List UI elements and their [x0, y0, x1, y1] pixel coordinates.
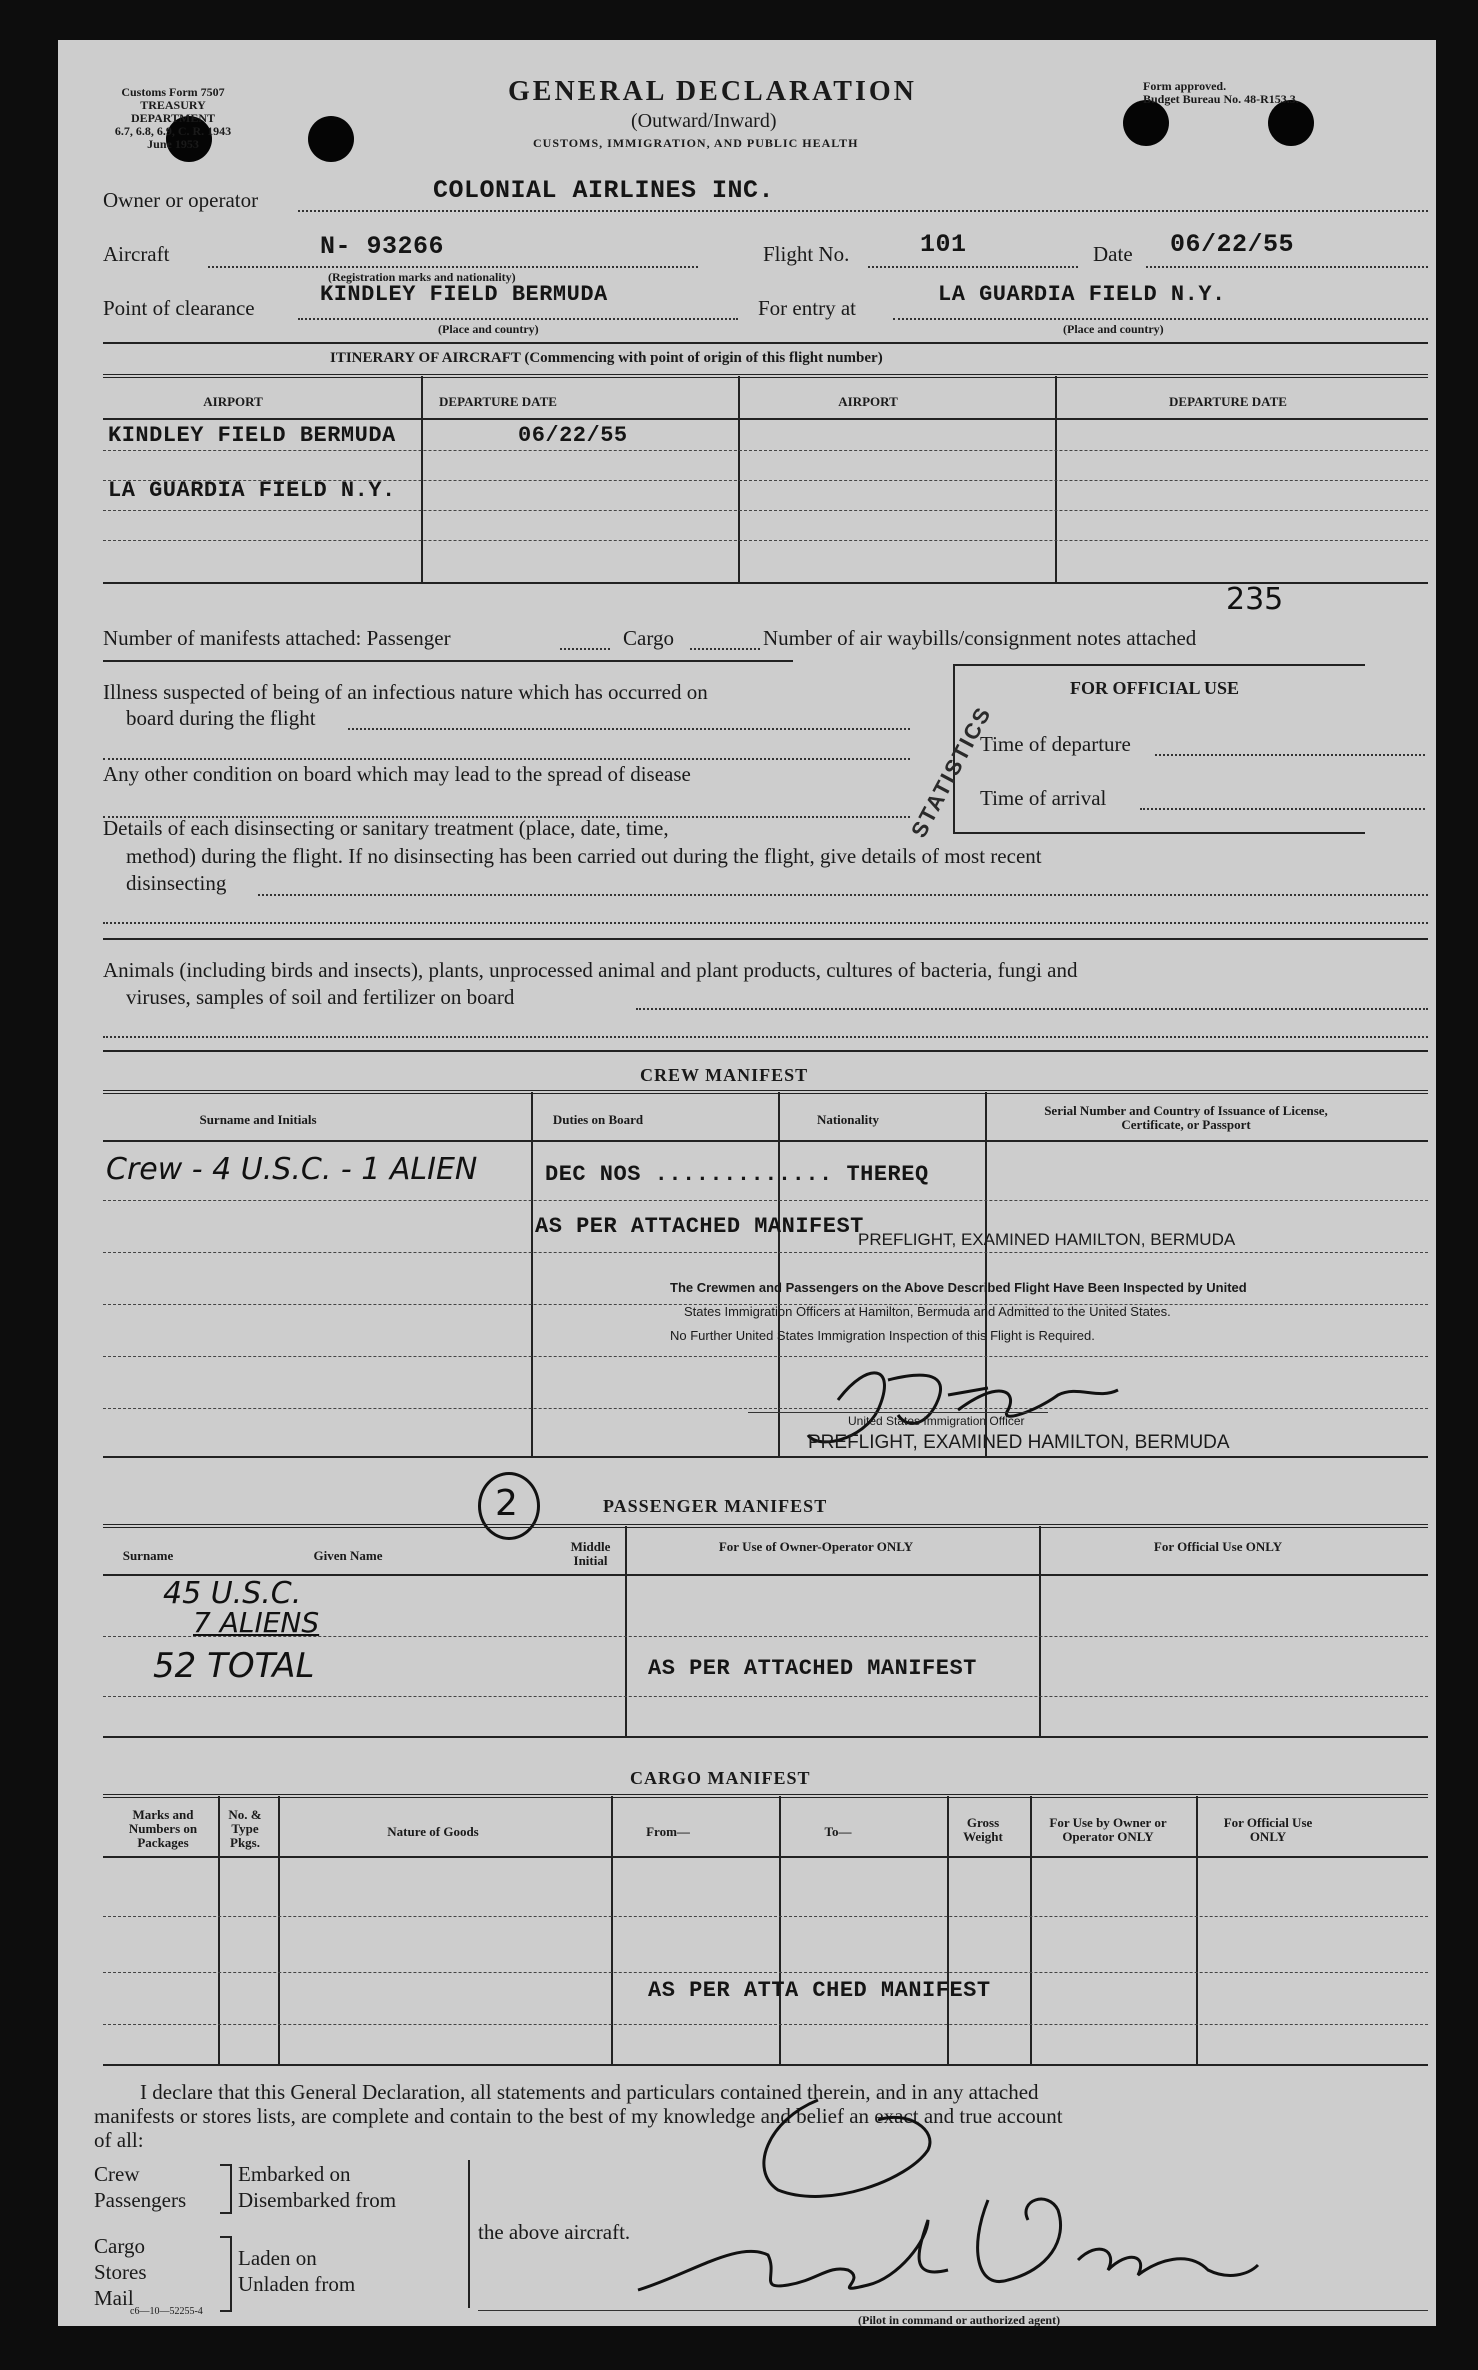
- group2-action: Unladen from: [238, 2272, 356, 2296]
- itinerary-header: DEPARTURE DATE: [439, 394, 557, 409]
- agencies-line: CUSTOMS, IMMIGRATION, AND PUBLIC HEALTH: [533, 136, 859, 150]
- passenger-handwritten-line: 52 TOTAL: [153, 1646, 315, 1686]
- cargo-header: No. & Type Pkgs.: [228, 1807, 262, 1850]
- passenger-handwritten-line: 45 U.S.C.: [163, 1576, 302, 1611]
- departure-time-label: Time of departure: [980, 732, 1131, 756]
- group2-item: Mail: [94, 2286, 134, 2310]
- declaration-text: I declare that this General Declaration, all statements and particulars contained therein, and in any attached: [140, 2080, 1039, 2104]
- date-label: Date: [1093, 242, 1133, 266]
- officer-caption: United States Immigration Officer: [848, 1414, 1025, 1428]
- punch-hole: [1123, 100, 1169, 146]
- itinerary-header: AIRPORT: [838, 394, 898, 409]
- cargo-header: Nature of Goods: [387, 1824, 479, 1839]
- group1-action: Embarked on: [238, 2162, 351, 2186]
- declaration-text: of all:: [94, 2128, 144, 2152]
- disinsect-question-cont: disinsecting: [126, 871, 227, 895]
- passenger-header: For Official Use ONLY: [1153, 1539, 1283, 1554]
- entry-label: For entry at: [758, 296, 856, 320]
- immigration-stamp-text: No Further United States Immigration Inspection of this Flight is Required.: [670, 1328, 1095, 1343]
- aircraft-label: Aircraft: [103, 242, 170, 266]
- approval-line: Budget Bureau No. 48-R153.3.: [1143, 92, 1299, 106]
- form-id-block: [98, 86, 248, 151]
- statistics-stamp: STATISTICS: [906, 701, 997, 842]
- official-use-box: [953, 664, 1365, 834]
- form-id-line: June 1953: [147, 137, 199, 151]
- disinsect-question-cont: method) during the flight. If no disinsecting has been carried out during the flight, give details of most recent: [126, 844, 1042, 868]
- circled-number: [478, 1472, 540, 1540]
- cargo-header: Gross Weight: [963, 1815, 1003, 1844]
- immigration-stamp-text: States Immigration Officers at Hamilton, Bermuda and Admitted to the United States.: [684, 1304, 1171, 1319]
- declaration-form: [58, 40, 1436, 2326]
- itinerary-airport: LA GUARDIA FIELD N.Y.: [108, 478, 396, 503]
- cargo-typed: AS PER ATTA CHED MANIFEST: [648, 1978, 991, 2003]
- itinerary-title: ITINERARY OF AIRCRAFT (Commencing with point of origin of this flight number): [330, 350, 883, 366]
- preflight-stamp-top: PREFLIGHT, EXAMINED HAMILTON, BERMUDA: [858, 1230, 1236, 1249]
- pilot-caption: (Pilot in command or authorized agent): [858, 2313, 1061, 2327]
- animals-question-cont: viruses, samples of soil and fertilizer on board: [126, 985, 515, 1009]
- crew-typed-line: DEC NOS ............. THEREQ: [545, 1162, 929, 1187]
- circled-number-value: 2: [495, 1483, 518, 1524]
- crew-header: Serial Number and Country of Issuance of License, Certificate, or Passport: [1044, 1103, 1328, 1132]
- passenger-typed: AS PER ATTACHED MANIFEST: [648, 1656, 977, 1681]
- arrival-time-label: Time of arrival: [980, 786, 1107, 810]
- date-value: 06/22/55: [1170, 230, 1295, 259]
- group2-item: Stores: [94, 2260, 147, 2284]
- group2-item: Cargo: [94, 2234, 145, 2258]
- pilot-signature: [628, 2080, 1268, 2310]
- flight-value: 101: [920, 230, 967, 259]
- flight-label: Flight No.: [763, 242, 850, 266]
- form-id-line: Customs Form 7507: [121, 85, 225, 99]
- immigration-stamp-text: The Crewmen and Passengers on the Above Described Flight Have Been Inspected by United: [670, 1280, 1247, 1295]
- waybills-label: Number of air waybills/consignment notes attached: [763, 626, 1197, 650]
- passenger-header: Middle Initial: [570, 1539, 611, 1568]
- approval-block: [1143, 80, 1299, 106]
- crew-typed-line: AS PER ATTACHED MANIFEST: [535, 1214, 864, 1239]
- itinerary-date: 06/22/55: [518, 423, 628, 448]
- clearance-label: Point of clearance: [103, 296, 255, 320]
- declaration-text: manifests or stores lists, are complete and contain to the best of my knowledge and belief an exact and true account: [94, 2104, 1063, 2128]
- form-id-line: 6.7, 6.8, 6.9, C. R. 1943: [114, 124, 232, 138]
- approval-line: Form approved.: [1143, 79, 1227, 93]
- punch-hole: [308, 116, 354, 162]
- entry-value: LA GUARDIA FIELD N.Y.: [938, 282, 1226, 307]
- preflight-stamp-bottom: PREFLIGHT, EXAMINED HAMILTON, BERMUDA: [808, 1432, 1230, 1453]
- cargo-count-label: Cargo: [623, 626, 674, 650]
- punch-hole: [1268, 100, 1314, 146]
- aircraft-value: N- 93266: [320, 232, 445, 261]
- crew-manifest-title: CREW MANIFEST: [640, 1065, 809, 1085]
- passenger-header: Surname: [122, 1548, 174, 1563]
- form-title: GENERAL DECLARATION: [508, 76, 917, 107]
- group1-item: Crew: [94, 2162, 140, 2186]
- place-caption: (Place and country): [438, 322, 539, 336]
- cargo-manifest-title: CARGO MANIFEST: [630, 1768, 811, 1788]
- owner-value: COLONIAL AIRLINES INC.: [433, 176, 775, 205]
- above-aircraft-label: the above aircraft.: [478, 2220, 631, 2244]
- illness-question-cont: board during the flight: [126, 706, 316, 730]
- footer-code: c6—10—52255-4: [130, 2306, 203, 2317]
- crew-header: Surname and Initials: [199, 1112, 317, 1127]
- form-id-line: TREASURY DEPARTMENT: [130, 98, 216, 125]
- crew-handwritten: Crew - 4 U.S.C. - 1 ALIEN: [106, 1152, 478, 1187]
- group1-action: Disembarked from: [238, 2188, 397, 2212]
- cargo-header: For Official Use ONLY: [1223, 1815, 1313, 1844]
- owner-label: Owner or operator: [103, 188, 259, 212]
- form-subtitle: (Outward/Inward): [631, 110, 777, 132]
- animals-question: Animals (including birds and insects), plants, unprocessed animal and plant products, cultures of bacteria, fungi and: [103, 958, 1078, 982]
- manifests-label: Number of manifests attached: Passenger: [103, 626, 451, 650]
- condition-question: Any other condition on board which may lead to the spread of disease: [103, 762, 691, 786]
- cargo-header: For Use by Owner or Operator ONLY: [1049, 1815, 1167, 1844]
- illness-question: Illness suspected of being of an infectious nature which has occurred on: [103, 680, 708, 704]
- passenger-header: For Use of Owner-Operator ONLY: [718, 1539, 914, 1554]
- crew-header: Duties on Board: [552, 1112, 644, 1127]
- passenger-handwritten-line: 7 ALIENS: [193, 1606, 320, 1639]
- disinsect-question: Details of each disinsecting or sanitary treatment (place, date, time,: [103, 816, 669, 840]
- itinerary-header: DEPARTURE DATE: [1169, 394, 1287, 409]
- group2-action: Laden on: [238, 2246, 317, 2270]
- registration-caption: (Registration marks and nationality): [328, 270, 516, 284]
- cargo-header: Marks and Numbers on Packages: [128, 1807, 198, 1850]
- cargo-header: To—: [824, 1824, 852, 1839]
- waybill-count-handwritten: 235: [1226, 582, 1284, 617]
- clearance-value: KINDLEY FIELD BERMUDA: [320, 282, 608, 307]
- official-use-title: FOR OFFICIAL USE: [1070, 678, 1240, 698]
- passenger-manifest-title: PASSENGER MANIFEST: [603, 1496, 828, 1516]
- crew-header: Nationality: [816, 1112, 880, 1127]
- itinerary-header: AIRPORT: [203, 394, 263, 409]
- place-caption: (Place and country): [1063, 322, 1164, 336]
- passenger-header: Given Name: [313, 1548, 383, 1563]
- group1-item: Passengers: [94, 2188, 187, 2212]
- cargo-header: From—: [646, 1824, 690, 1839]
- itinerary-airport: KINDLEY FIELD BERMUDA: [108, 423, 396, 448]
